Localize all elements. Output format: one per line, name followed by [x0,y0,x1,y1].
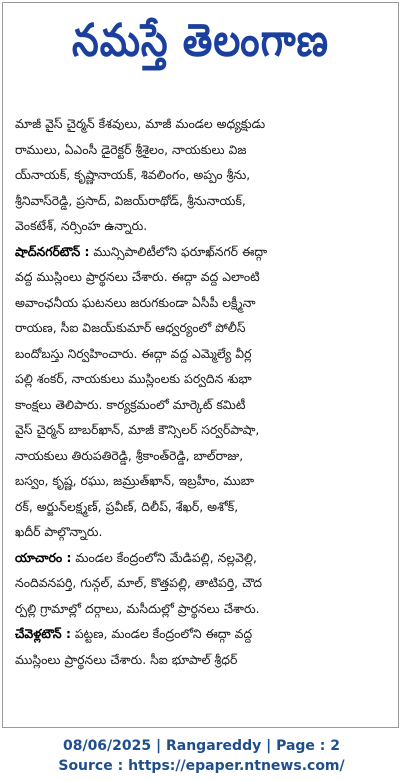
article-body [15,111,389,672]
line-text: ర్పల్లి గ్రామాల్లో దర్గాలు, మసీదుల్లో ప్రార్థనలు చేశారు. [15,600,260,616]
article-line [15,519,389,545]
article-line [15,392,389,418]
article-line [15,570,389,596]
line-text: రాయణ, సీఐ విజయ్‌కుమార్ ఆధ్వర్యంలో పోలీస్ [15,320,246,335]
line-text: మున్సిపాలిటీలోని ఫరూఖ్‌నగర్ ఈద్గా [89,243,268,259]
line-text: పల్లి శంకర్, నాయకులు ముస్లింలకు పర్వదిన శుభా [15,371,252,386]
article-line [15,417,389,443]
line-text: మాజీ వైస్ చైర్మన్ కేశవులు, మాజీ మండల అధ్యక్షుడు [15,116,266,131]
dateline: యాచారం : [15,549,72,565]
line-text: పట్టణ, మండల కేంద్రంలోని ఈద్గా వద్ద [70,626,253,641]
article-line [15,494,389,520]
article-line [15,137,389,163]
article-line [15,621,389,647]
article-line [15,315,389,341]
line-text: శ్రీనివాస్‌రెడ్డి, ప్రసాద్, విజయ్‌రాథోడ్, శ్రీనునాయక్, [15,192,246,208]
line-text: రాములు, ఏఎంసీ డైరెక్టర్ శ్రీశైలం, నాయకులు విజ [15,141,247,157]
article-line [15,264,389,290]
article-line [15,468,389,494]
article-line [15,647,389,673]
line-text: వద్ద ముస్లింలు ప్రార్థనలు చేశారు. ఈద్గా వద్ద ఎలాంటి [15,269,260,284]
clipping-frame [2,2,399,728]
line-text: నందివనపర్తి, గున్గల్, మాల్, కొత్తపల్లి, తాటిపర్తి, చౌద [15,575,263,590]
clipping-footer [0,736,403,776]
newspaper-masthead [9,9,392,71]
article-line [15,111,389,137]
edition-meta: 08/06/2025 | Rangareddy | Page : 2 [62,738,341,754]
article-paragraph [15,111,389,239]
line-text: మండల కేంద్రంలోని మేడిపల్లి, నల్లవెల్లి, [71,549,257,565]
article-line [15,443,389,469]
article-line [15,239,389,265]
dateline: చేవెళ్లటౌన్ : [15,626,71,641]
source-line: Source : https://epaper.ntnews.com/ [58,758,345,774]
masthead-logo: నమస్తే తెలంగాణ [72,14,329,66]
line-text: రక్, అర్జున్‌లక్ష్మణ్, ప్రవీణ్, దిలీప్, శేఖర్, అశోక్, [15,498,239,514]
line-text: వైస్ చైర్మన్ బాబర్‌ఖాన్, మాజీ కౌన్సిలర్ సర్వర్‌పాషా, [15,422,260,437]
article-line [15,162,389,188]
line-text: య్‌నాయక్, కృష్ణానాయక్, శివలింగం, అప్పం శ్రీను, [15,167,251,182]
dateline: షాద్‌నగర్‌టౌన్ : [15,243,90,259]
line-text: కాంక్షలు తెలిపారు. కార్యక్రమంలో మార్కెట్ కమిటీ [15,396,246,412]
article-line [15,545,389,571]
article-line [15,213,389,239]
article-line [15,341,389,367]
article-line [15,188,389,214]
article-paragraph [15,239,389,545]
line-text: అవాంఛనీయ ఘటనలు జరుగకుండా ఏసీపీ లక్ష్మీనా [15,294,256,310]
article-line [15,290,389,316]
line-text: బస్వం, కృష్ణ, రఘు, జమ్రుత్‌ఖాన్, ఇబ్రహీం, ముబా [15,473,255,488]
article-paragraph [15,621,389,672]
line-text: నాయకులు తిరుపతిరెడ్డి, శ్రీకాంత్‌రెడ్డి, బాల్‌రాజు, [15,447,244,463]
line-text: వెంకటేశ్, నర్సింహ ఉన్నారు. [15,218,148,233]
article-line [15,596,389,622]
line-text: బందోబస్తు నిర్వహించారు. ఈద్గా వద్ద ఎమ్మెల్యే వీర్ల [15,345,252,361]
article-line [15,366,389,392]
article-paragraph [15,545,389,622]
line-text: ఖదీర్ పాల్గొన్నారు. [15,524,103,539]
line-text: ముస్లింలు ప్రార్థనలు చేశారు. సీఐ భూపాల్ శ్రీధర్ [15,651,238,667]
